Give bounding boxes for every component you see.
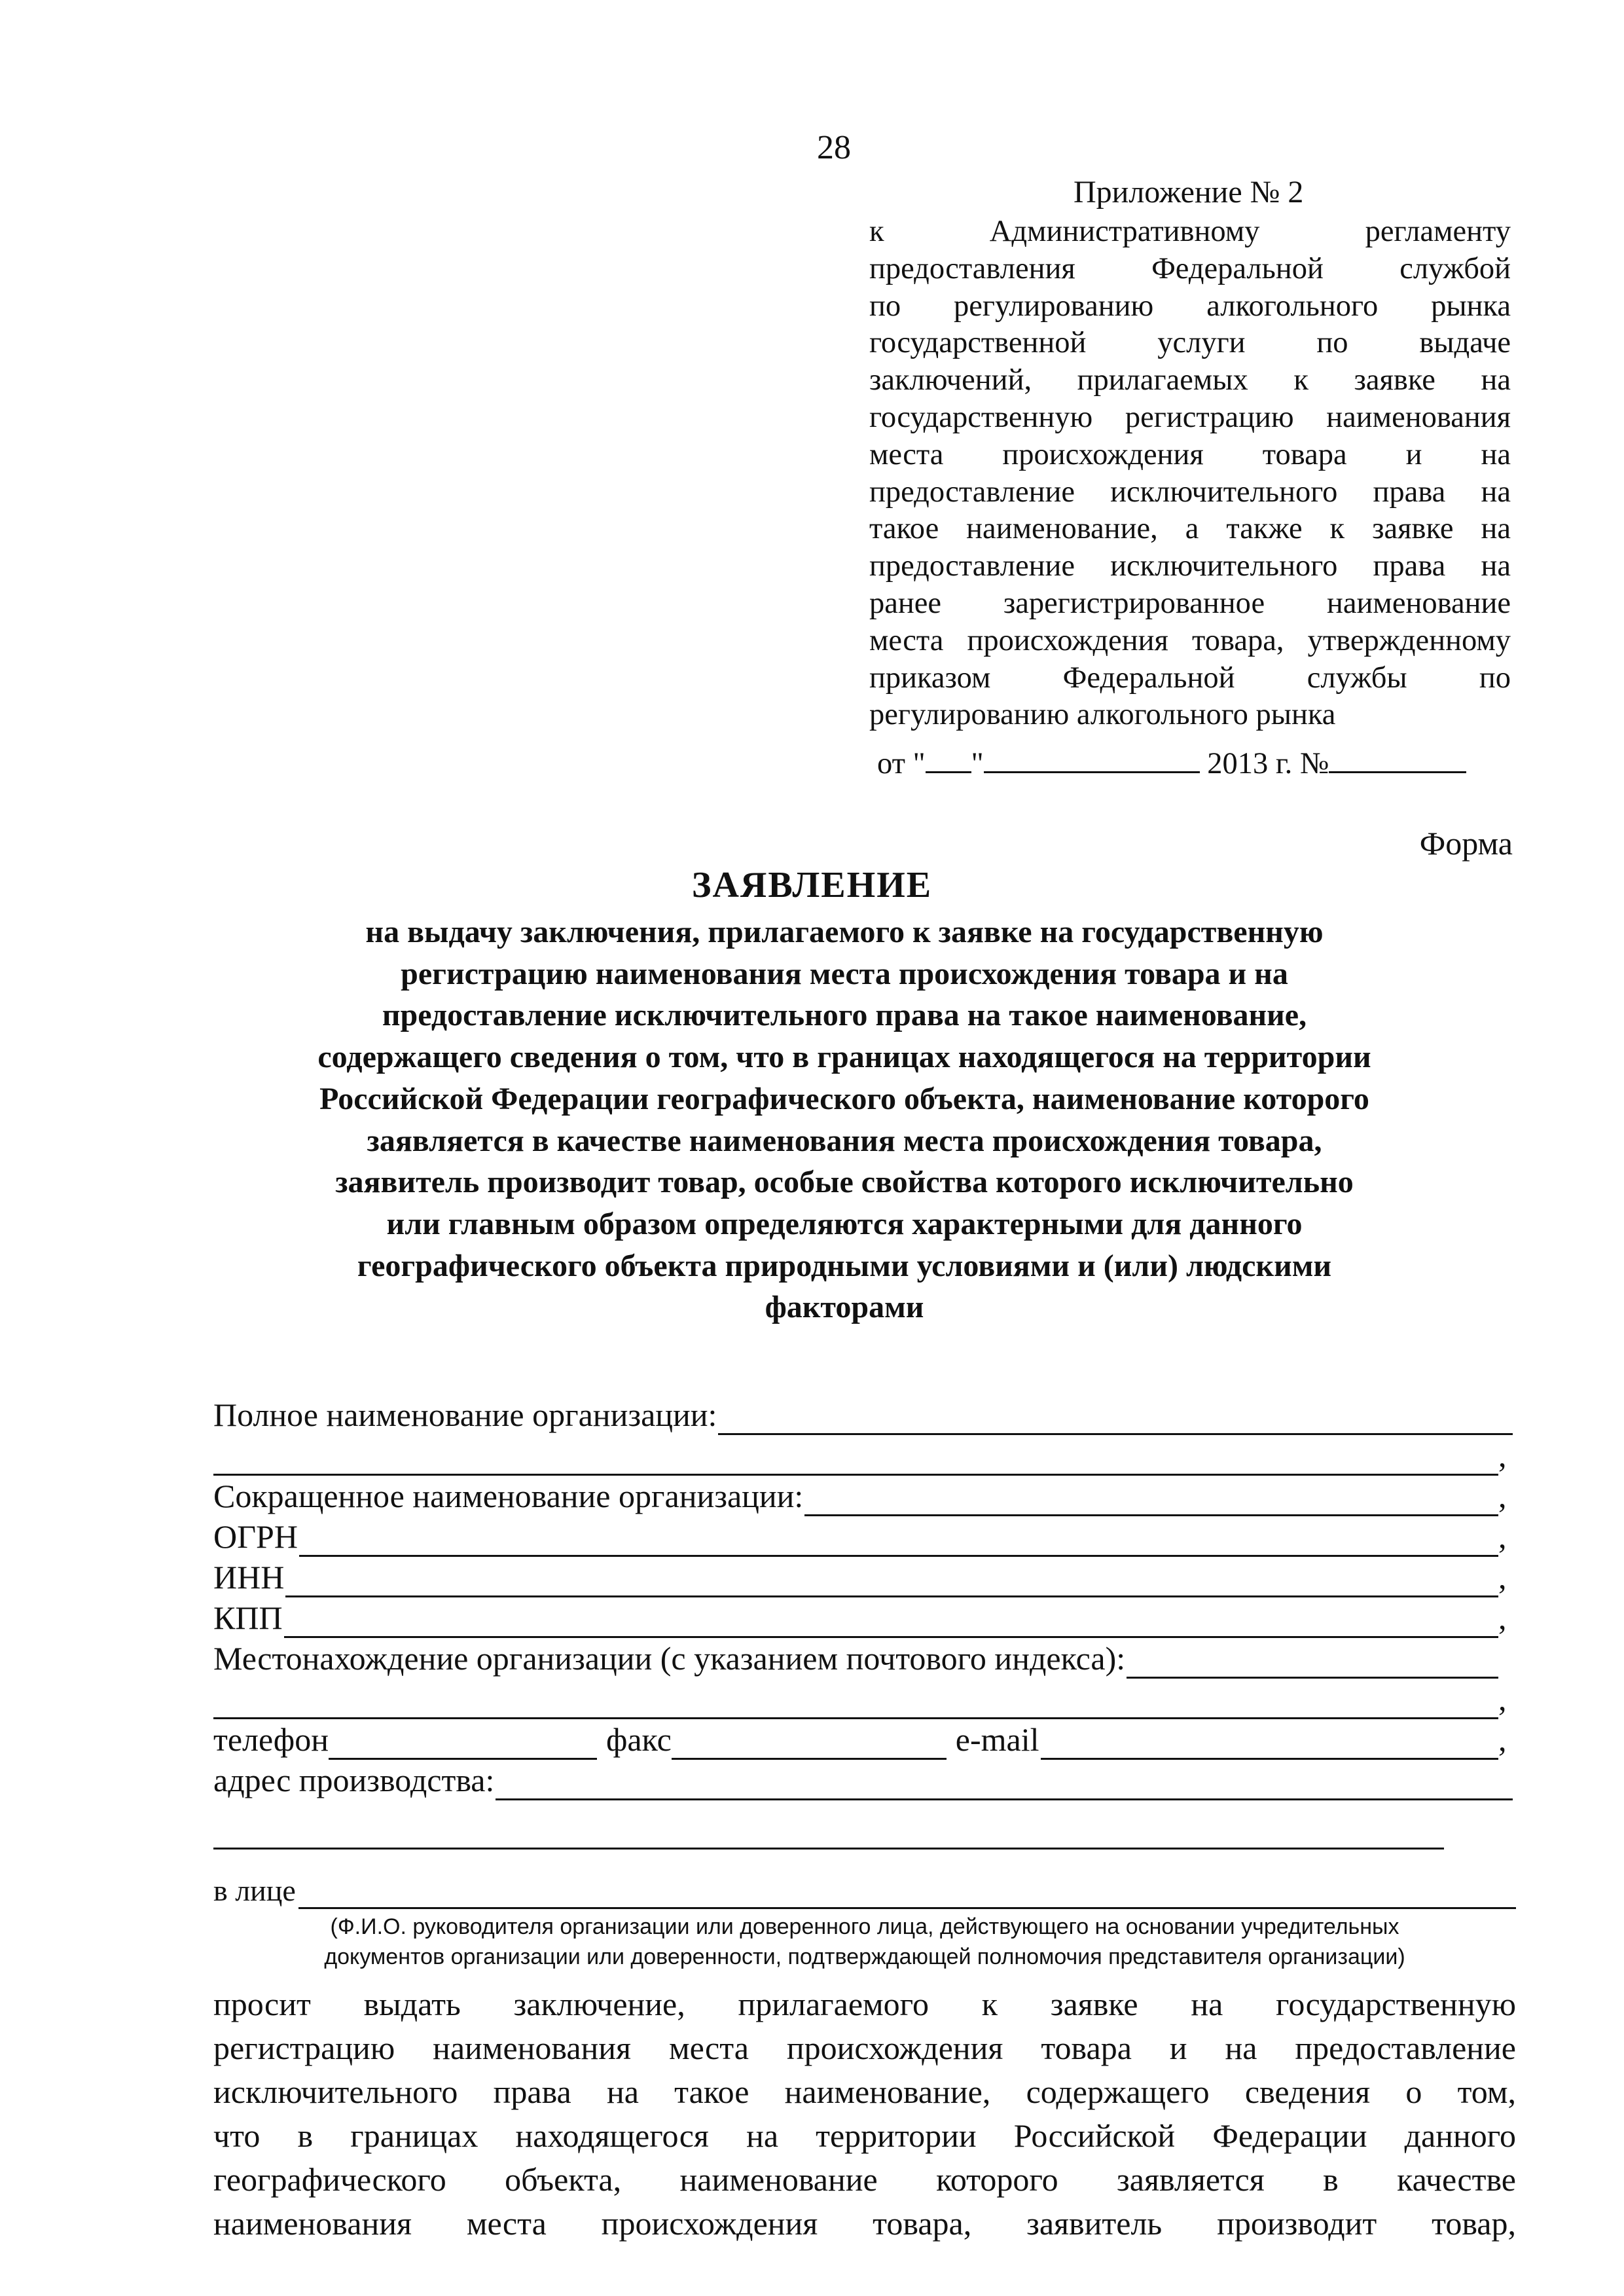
inn-field[interactable]: [285, 1567, 1498, 1597]
short-name-label: Сокращенное наименование организации:: [213, 1478, 804, 1514]
contacts-row: [213, 1719, 1513, 1760]
subtitle-line: содержащего сведения о том, что в границах находящегося на территории: [317, 1040, 1371, 1075]
hint-line: документов организации или доверенности, подтверждающей полномочия представителя организации): [324, 1944, 1405, 1969]
ogrn-field[interactable]: [299, 1526, 1498, 1557]
full-name-field-continued[interactable]: [213, 1445, 1498, 1476]
fax-label: факс: [605, 1721, 672, 1758]
paragraph-line: исключительного права на такое наименование, содержащего сведения о том,: [213, 2073, 1516, 2110]
in-person-hint: [213, 1912, 1516, 1972]
production-address-row: [213, 1760, 1513, 1800]
appendix-line: места происхождения товара, утвержденному: [869, 623, 1511, 657]
paragraph-line: географического объекта, наименование которого заявляется в качестве: [213, 2161, 1516, 2198]
appendix-line: приказом Федеральной службы по: [869, 661, 1511, 695]
comma: ,: [1498, 1681, 1507, 1717]
paragraph-line: наименования места происхождения товара, заявитель производит товар,: [213, 2205, 1516, 2242]
location-continuation-row: [213, 1679, 1513, 1719]
comma: ,: [1498, 1599, 1507, 1636]
subtitle-line: на выдачу заключения, прилагаемого к заявке на государственную: [365, 915, 1324, 949]
appendix-line: такое наименование, а также к заявке на: [869, 512, 1511, 546]
appendix-line: по регулированию алкогольного рынка: [869, 289, 1511, 323]
comma: ,: [1498, 1478, 1507, 1514]
date-day-blank: [926, 745, 971, 773]
production-address-field[interactable]: [496, 1770, 1513, 1800]
short-name-field[interactable]: [804, 1485, 1498, 1516]
location-field[interactable]: [1127, 1648, 1498, 1679]
phone-field[interactable]: [329, 1729, 597, 1760]
ogrn-row: [213, 1516, 1513, 1557]
appendix-title: Приложение № 2: [1074, 175, 1304, 210]
appendix-line: заключений, прилагаемых к заявке на: [869, 363, 1511, 397]
location-label: Местонахождение организации (с указанием почтового индекса):: [213, 1640, 1126, 1677]
inn-label: ИНН: [213, 1559, 285, 1595]
appendix-line: места происхождения товара и на: [869, 437, 1511, 471]
appendix-line: к Административному регламенту: [869, 215, 1511, 248]
document-subtitle: [196, 911, 1492, 1328]
short-name-row: [213, 1476, 1513, 1516]
comma: ,: [1498, 1518, 1507, 1555]
location-field-continued[interactable]: [213, 1688, 1498, 1719]
ogrn-label: ОГРН: [213, 1518, 298, 1555]
email-label: e-mail: [955, 1721, 1039, 1758]
date-prefix: от ": [877, 747, 926, 780]
full-name-field[interactable]: [718, 1404, 1513, 1435]
date-quote: ": [971, 747, 984, 780]
subtitle-line: заявитель производит товар, особые свойства которого исключительно: [335, 1165, 1354, 1200]
subtitle-line: или главным образом определяются характерными для данного: [386, 1206, 1303, 1241]
email-field[interactable]: [1041, 1729, 1498, 1760]
production-address-field-continued[interactable]: [213, 1848, 1444, 1850]
kpp-label: КПП: [213, 1599, 283, 1636]
appendix-date-line: [877, 745, 1506, 782]
production-address-label: адрес производства:: [213, 1762, 495, 1798]
appendix-reference-block: [869, 213, 1511, 734]
date-year: 2013 г. №: [1207, 747, 1329, 780]
location-row: [213, 1638, 1513, 1679]
inn-row: [213, 1557, 1513, 1597]
in-person-label: в лице: [213, 1874, 296, 1907]
kpp-field[interactable]: [284, 1607, 1498, 1638]
order-number-blank: [1329, 745, 1466, 773]
date-month-blank: [984, 745, 1200, 773]
full-name-row: [213, 1394, 1513, 1435]
fax-field[interactable]: [672, 1729, 947, 1760]
subtitle-line: Российской Федерации географического объекта, наименование которого: [319, 1081, 1369, 1116]
subtitle-line: географического объекта природными условиями и (или) людскими: [357, 1248, 1332, 1283]
in-person-row: [213, 1872, 1516, 1909]
appendix-line: предоставление исключительного права на: [869, 475, 1511, 509]
subtitle-line: факторами: [765, 1290, 924, 1325]
request-paragraph: [213, 1982, 1516, 2246]
organization-fields: [213, 1394, 1513, 1800]
paragraph-line: регистрацию наименования места происхождения товара и на предоставление: [213, 2030, 1516, 2066]
subtitle-line: заявляется в качестве наименования места происхождения товара,: [367, 1123, 1322, 1158]
form-label: Форма: [1419, 825, 1513, 862]
appendix-line: предоставления Федеральной службой: [869, 251, 1511, 285]
full-name-continuation-row: [213, 1435, 1513, 1476]
comma: ,: [1498, 1721, 1507, 1758]
full-name-label: Полное наименование организации:: [213, 1396, 717, 1433]
appendix-line: ранее зарегистрированное наименование: [869, 586, 1511, 620]
phone-label: телефон: [213, 1721, 329, 1758]
subtitle-line: предоставление исключительного права на такое наименование,: [382, 998, 1307, 1033]
in-person-field[interactable]: [298, 1880, 1516, 1909]
appendix-line: государственную регистрацию наименования: [869, 400, 1511, 434]
paragraph-line: что в границах находящегося на территории Российской Федерации данного: [213, 2117, 1516, 2154]
paragraph-line: просит выдать заключение, прилагаемого к заявке на государственную: [213, 1986, 1516, 2022]
appendix-line: регулированию алкогольного рынка: [869, 698, 1336, 732]
kpp-row: [213, 1597, 1513, 1638]
page-number: 28: [817, 129, 851, 166]
hint-line: (Ф.И.О. руководителя организации или доверенного лица, действующего на основании учредительных: [330, 1914, 1399, 1939]
comma: ,: [1498, 1437, 1507, 1474]
appendix-line: предоставление исключительного права на: [869, 549, 1511, 583]
appendix-line: государственной услуги по выдаче: [869, 326, 1511, 360]
document-title: ЗАЯВЛЕНИЕ: [691, 865, 933, 905]
subtitle-line: регистрацию наименования места происхождения товара и на: [401, 956, 1288, 991]
comma: ,: [1498, 1559, 1507, 1595]
